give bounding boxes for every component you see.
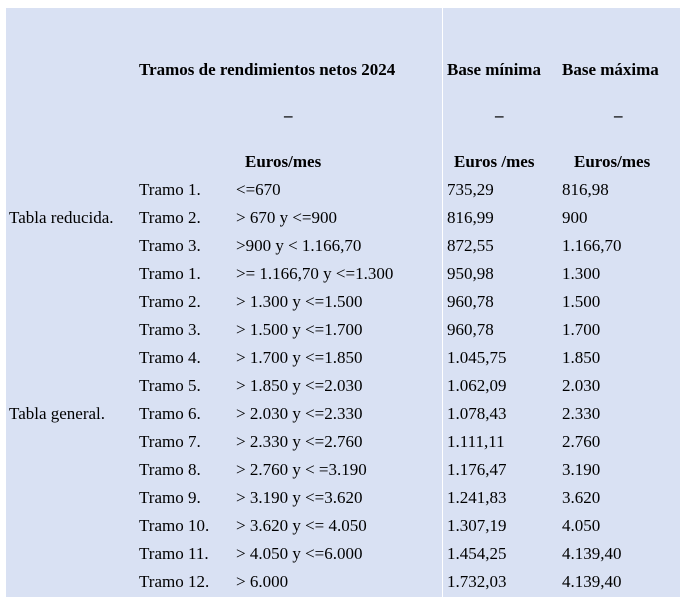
row-range: > 1.300 y <=1.500 (236, 292, 363, 311)
row-tramo: Tramo 5. (139, 376, 201, 395)
row-tramo: Tramo 3. (139, 236, 201, 255)
unit-base-maxima: Euros/mes (574, 152, 651, 171)
row-base-max: 2.760 (562, 432, 601, 451)
row-base-min: 1.241,83 (447, 488, 507, 507)
row-base-max: 1.166,70 (562, 236, 622, 255)
row-range: > 6.000 (236, 572, 289, 591)
row-base-max: 1.850 (562, 348, 601, 367)
row-tramo: Tramo 1. (139, 180, 201, 199)
row-base-max: 900 (562, 208, 588, 227)
row-base-min: 1.062,09 (447, 376, 507, 395)
row-range: > 2.330 y <=2.760 (236, 432, 363, 451)
row-base-min: 735,29 (447, 180, 494, 199)
row-base-max: 2.330 (562, 404, 601, 423)
row-base-max: 4.050 (562, 516, 601, 535)
row-base-max: 4.139,40 (562, 572, 622, 591)
row-tramo: Tramo 4. (139, 348, 201, 367)
header-dash-min: – (495, 106, 504, 125)
row-base-min: 960,78 (447, 320, 494, 339)
header-dash-tramos: – (284, 106, 293, 125)
row-base-max: 1.300 (562, 264, 601, 283)
row-tramo: Tramo 9. (139, 488, 201, 507)
row-base-min: 1.078,43 (447, 404, 507, 423)
row-base-max: 2.030 (562, 376, 601, 395)
header-tramos: Tramos de rendimientos netos 2024 (139, 60, 396, 79)
row-range: > 2.760 y < =3.190 (236, 460, 367, 479)
header-dash-max: – (614, 106, 623, 125)
row-base-max: 1.500 (562, 292, 601, 311)
group-label-reducida: Tabla reducida. (9, 208, 114, 227)
header-base-minima: Base mínima (447, 60, 541, 79)
row-base-max: 4.139,40 (562, 544, 622, 563)
row-base-max: 3.190 (562, 460, 601, 479)
row-range: >= 1.166,70 y <=1.300 (236, 264, 394, 283)
row-range: >900 y < 1.166,70 (236, 236, 362, 255)
column-divider (442, 8, 443, 597)
contribution-table (6, 8, 680, 597)
row-base-min: 960,78 (447, 292, 494, 311)
row-base-min: 816,99 (447, 208, 494, 227)
row-tramo: Tramo 8. (139, 460, 201, 479)
row-base-min: 1.732,03 (447, 572, 507, 591)
unit-base-minima: Euros /mes (454, 152, 535, 171)
row-base-max: 816,98 (562, 180, 609, 199)
row-tramo: Tramo 7. (139, 432, 201, 451)
row-base-min: 1.111,11 (447, 432, 505, 451)
row-tramo: Tramo 3. (139, 320, 201, 339)
row-range: > 670 y <=900 (236, 208, 338, 227)
group-label-general: Tabla general. (9, 404, 106, 423)
row-base-max: 1.700 (562, 320, 601, 339)
row-tramo: Tramo 6. (139, 404, 201, 423)
row-range: > 4.050 y <=6.000 (236, 544, 363, 563)
row-base-min: 1.307,19 (447, 516, 507, 535)
header-base-maxima: Base máxima (562, 60, 659, 79)
row-range: > 1.500 y <=1.700 (236, 320, 363, 339)
row-range: > 2.030 y <=2.330 (236, 404, 363, 423)
row-range: <=670 (236, 180, 281, 199)
row-base-min: 1.176,47 (447, 460, 507, 479)
row-base-min: 1.454,25 (447, 544, 507, 563)
row-tramo: Tramo 1. (139, 264, 201, 283)
row-tramo: Tramo 11. (139, 544, 209, 563)
row-tramo: Tramo 2. (139, 292, 201, 311)
row-range: > 1.850 y <=2.030 (236, 376, 363, 395)
row-base-min: 950,98 (447, 264, 494, 283)
row-tramo: Tramo 12. (139, 572, 210, 591)
row-base-min: 1.045,75 (447, 348, 507, 367)
row-tramo: Tramo 10. (139, 516, 210, 535)
row-range: > 1.700 y <=1.850 (236, 348, 363, 367)
row-base-min: 872,55 (447, 236, 494, 255)
row-range: > 3.620 y <= 4.050 (236, 516, 367, 535)
unit-tramos: Euros/mes (245, 152, 322, 171)
row-range: > 3.190 y <=3.620 (236, 488, 363, 507)
row-base-max: 3.620 (562, 488, 601, 507)
row-tramo: Tramo 2. (139, 208, 201, 227)
